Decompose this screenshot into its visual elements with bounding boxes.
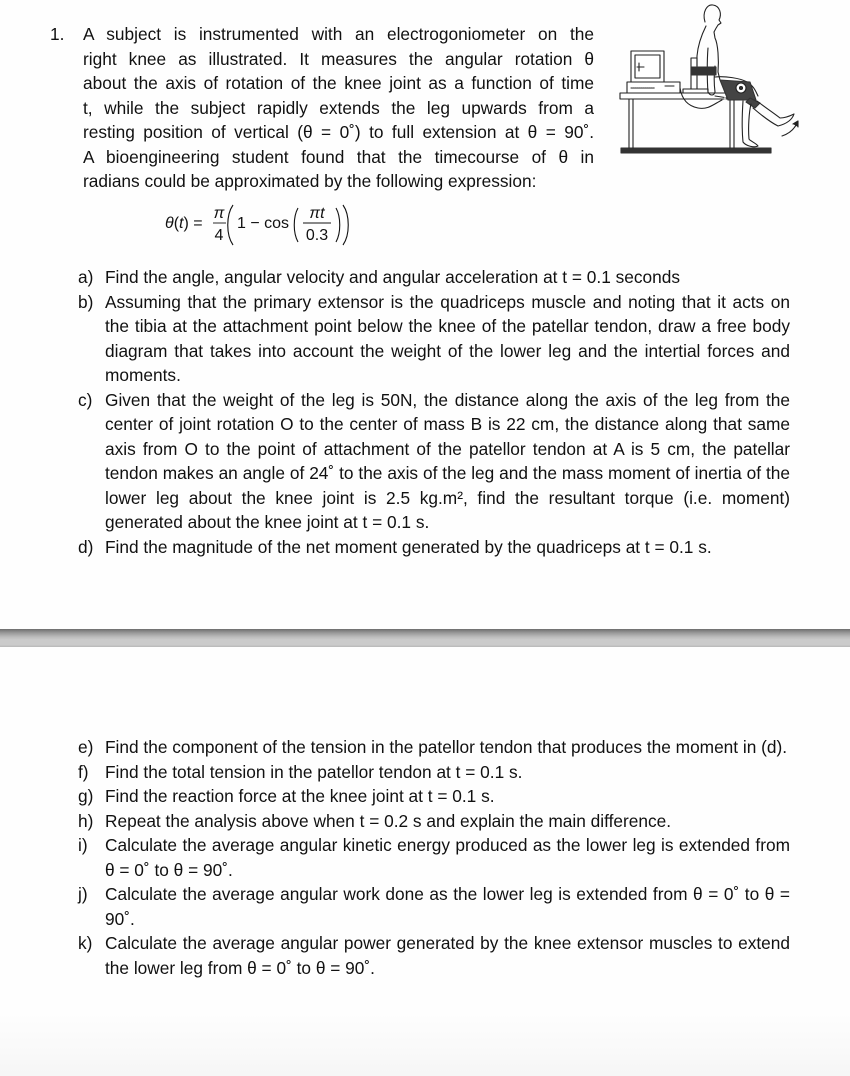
- subquestion-h: [78, 809, 790, 834]
- svg-text:θ(t) =: θ(t) =: [165, 215, 203, 232]
- intro-line: radians could be approximated by the following expression:: [83, 171, 537, 191]
- subquestion-a: [78, 265, 790, 290]
- subquestion-b: [78, 290, 790, 388]
- item-text: Calculate the average angular work done as the lower leg is extended from θ = 0˚ to θ = 90˚.: [105, 884, 790, 929]
- subquestion-k: [78, 931, 790, 980]
- item-text: Find the reaction force at the knee joint at t = 0.1 s.: [105, 786, 495, 806]
- subquestion-j: [78, 882, 790, 931]
- knee-goniometer-icon: [720, 80, 760, 108]
- intro-line: right knee as illustrated. It measures the angular rotation θ: [83, 48, 594, 69]
- page-2: [0, 647, 850, 1076]
- one-minus-cos: 1 − cos: [237, 215, 290, 232]
- item-label: k): [78, 933, 93, 953]
- item-text: Repeat the analysis above when t = 0.2 s and explain the main difference.: [105, 810, 672, 831]
- intro-line: resting position of vertical (θ = 0˚) to full extension at θ = 90˚.: [83, 122, 594, 142]
- subquestions-page1: [78, 265, 790, 559]
- floor-icon: [621, 148, 771, 153]
- item-label: g): [78, 786, 94, 806]
- page-break-divider: [0, 629, 850, 647]
- problem-intro: [83, 22, 594, 194]
- subquestion-g: [78, 784, 790, 809]
- item-text: Calculate the average angular power generated by the knee extensor muscles to extend the lower leg from θ = 0˚ to θ = 90˚.: [105, 933, 790, 978]
- pi-numerator: π: [213, 205, 225, 222]
- subquestions-page2: [78, 735, 790, 980]
- desk-icon: [620, 93, 740, 148]
- item-label: f): [78, 761, 89, 782]
- problem-number: 1.: [50, 24, 65, 44]
- subquestion-c: [78, 388, 790, 535]
- item-label: a): [78, 267, 94, 287]
- subquestion-i: [78, 833, 790, 882]
- intro-line: about the axis of rotation of the knee joint as a function of time: [83, 73, 594, 93]
- item-label: i): [78, 835, 88, 855]
- item-text: Assuming that the primary extensor is the quadriceps muscle and noting that it acts on the tibia at the attachment point below the knee of the patellar tendon, draw a free body diagram that takes into account the weight of the lower leg and the intertial forces and moments.: [105, 291, 790, 385]
- subquestion-d: [78, 535, 790, 560]
- four-denominator: 4: [214, 227, 224, 244]
- item-text: Find the magnitude of the net moment generated by the quadriceps at t = 0.1 s.: [105, 536, 712, 557]
- item-text: Find the component of the tension in the patellor tendon that produces the moment in (d).: [105, 737, 788, 757]
- item-text: Given that the weight of the leg is 50N, the distance along the axis of the leg from the center of joint rotation O to the center of mass B is 22 cm, the distance along that same axis from O to the point of attachment of the patellor tendon at A is 5 cm, the patellar tendon makes an angle of 24˚ to the axis of the leg and the mass moment of inertia of the lower leg about the knee joint is 2.5 kg.m², find the resultant torque (i.e. moment) generated about the knee joint at t = 0.1 s.: [105, 389, 790, 532]
- subquestion-f: [78, 760, 790, 785]
- item-text: Find the total tension in the patellor tendon at t = 0.1 s.: [105, 761, 523, 782]
- item-label: j): [78, 884, 88, 904]
- theta-formula: [165, 195, 385, 251]
- item-label: c): [78, 389, 93, 410]
- electrogoniometer-illustration: [610, 0, 850, 165]
- intro-line: A subject is instrumented with an electrogoniometer on the: [83, 24, 594, 44]
- item-text: Calculate the average angular kinetic energy produced as the lower leg is extended from θ = 0˚ to θ = 90˚.: [105, 835, 790, 880]
- item-label: d): [78, 536, 94, 557]
- arg-numerator: πt: [309, 205, 325, 222]
- item-label: b): [78, 291, 94, 312]
- item-label: e): [78, 737, 94, 757]
- intro-line: A bioengineering student found that the timecourse of θ in: [83, 146, 594, 167]
- item-text: Find the angle, angular velocity and angular acceleration at t = 0.1 seconds: [105, 267, 680, 287]
- item-label: h): [78, 810, 94, 831]
- arg-denominator: 0.3: [305, 227, 329, 244]
- subquestion-e: [78, 735, 790, 760]
- intro-line: t, while the subject rapidly extends the leg upwards from a: [83, 97, 594, 118]
- computer-monitor-icon: [627, 51, 680, 93]
